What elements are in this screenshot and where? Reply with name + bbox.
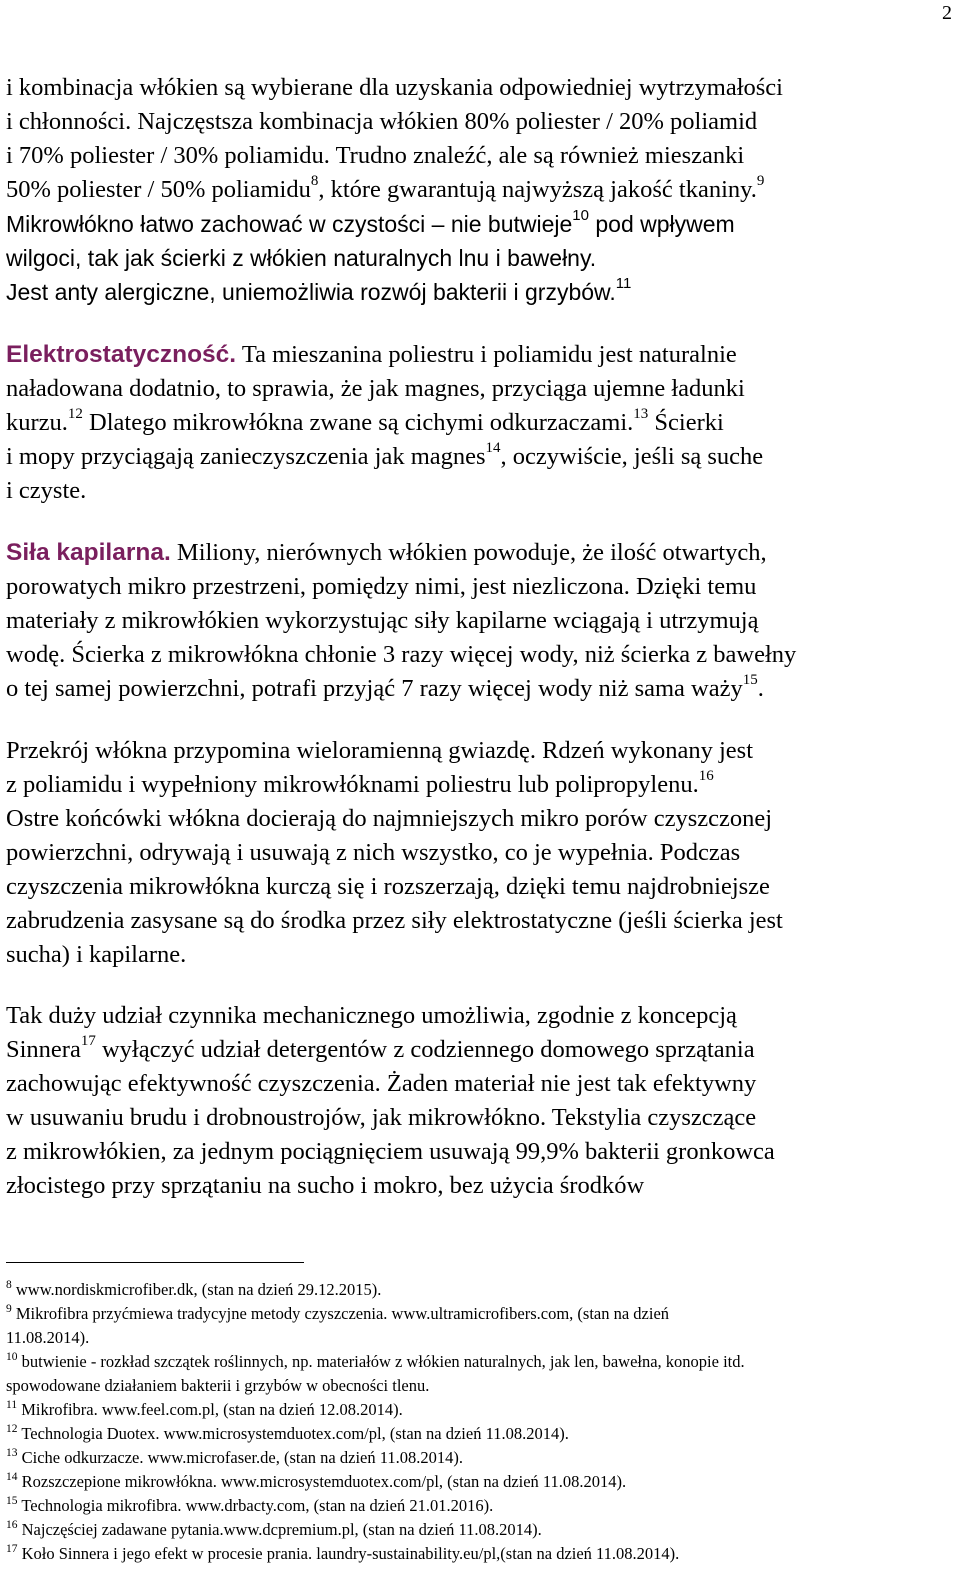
- footnote-number: 16: [6, 1519, 18, 1531]
- paragraph-line: i czyste.: [6, 477, 87, 504]
- footnote-number: 11: [6, 1399, 18, 1411]
- text-segment: Mikrowłókno łatwo zachować w czystości – nie butwieje: [6, 211, 573, 237]
- footnote: [6, 1422, 569, 1448]
- footnote: [6, 1542, 679, 1568]
- paragraph-line: [6, 173, 764, 210]
- footnote-ref[interactable]: 8: [310, 173, 319, 189]
- footnote: [6, 1518, 542, 1544]
- footnote-number: 14: [6, 1471, 18, 1483]
- paragraph-line: Ostre końcówki włókna docierają do najmniejszych mikro porów czyszczonej: [6, 805, 773, 832]
- text-segment: wyłączyć udział detergentów z codziennego domowego sprzątania: [101, 1036, 755, 1063]
- footnote-number: 13: [6, 1447, 18, 1459]
- footnote-text: butwienie - rozkład szczątek roślinnych, np. materiałów z włókien naturalnych, jak len, bawełna, konopie itd.: [21, 1352, 745, 1371]
- paragraph-line: powierzchni, odrywają i usuwają z nich wszystko, co je wypełnia. Podczas: [6, 839, 741, 866]
- footnote-number: 17: [6, 1543, 18, 1555]
- footnote-ref[interactable]: 9: [756, 173, 765, 189]
- footnote-text: Mikrofibra. www.feel.com.pl, (stan na dzień 12.08.2014).: [21, 1400, 403, 1419]
- footnote-ref[interactable]: 12: [67, 406, 83, 422]
- paragraph-line: [6, 207, 735, 245]
- footnote-text: Technologia mikrofibra. www.drbacty.com, (stan na dzień 21.01.2016).: [21, 1496, 494, 1515]
- paragraph-line: i kombinacja włókien są wybierane dla uzyskania odpowiedniej wytrzymałości: [6, 74, 783, 101]
- text-segment: Dlatego mikrowłókna zwane są cichymi odkurzaczami.: [89, 409, 634, 436]
- paragraph-line: [6, 1033, 755, 1070]
- paragraph-line: Tak duży udział czynnika mechanicznego umożliwia, zgodnie z koncepcją: [6, 1002, 737, 1029]
- footnote-ref[interactable]: 15: [742, 672, 758, 688]
- footnote-number: 9: [6, 1303, 12, 1315]
- footnote-ref[interactable]: 17: [80, 1033, 96, 1049]
- text-segment: Ta mieszanina poliestru i poliamidu jest naturalnie: [241, 341, 737, 368]
- footnote-text: Rozszczepione mikrowłókna. www.microsystemduotex.com/pl, (stan na dzień 11.08.2014).: [21, 1472, 627, 1491]
- text-segment: Miliony, nierównych włókien powoduje, że ilość otwartych,: [176, 539, 767, 566]
- footnote-continuation: spowodowane działaniem bakterii i grzybów w obecności tlenu.: [6, 1376, 430, 1395]
- text-segment: Ścierki: [654, 409, 724, 436]
- paragraph-line: porowatych mikro przestrzeni, pomiędzy nimi, jest niezliczona. Dzięki temu: [6, 573, 757, 600]
- paragraph-line: czyszczenia mikrowłókna kurczą się i rozszerzają, dzięki temu najdrobniejsze: [6, 873, 770, 900]
- text-segment: Sinnera: [6, 1036, 81, 1063]
- paragraph-line: [6, 338, 737, 372]
- footnote-ref[interactable]: 16: [698, 768, 714, 784]
- paragraph-line: zachowując efektywność czyszczenia. Żaden materiał nie jest tak efektywny: [6, 1070, 757, 1097]
- text-segment: , oczywiście, jeśli są suche: [500, 443, 764, 470]
- footnote: [6, 1302, 669, 1328]
- footnote: [6, 1350, 745, 1376]
- text-segment: , które gwarantują najwyższą jakość tkaniny.: [318, 176, 757, 203]
- text-segment: pod wpływem: [595, 211, 735, 237]
- footnote-ref[interactable]: 10: [572, 207, 589, 224]
- section-heading: Elektrostatyczność.: [6, 341, 237, 368]
- text-segment: kurzu.: [6, 409, 68, 436]
- footnote: [6, 1278, 381, 1304]
- footnote-text: www.nordiskmicrofiber.dk, (stan na dzień 29.12.2015).: [15, 1280, 382, 1299]
- text-segment: z poliamidu i wypełniony mikrowłóknami poliestru lub polipropylenu.: [6, 771, 699, 798]
- paragraph-line: złocistego przy sprzątaniu na sucho i mokro, bez użycia środków: [6, 1172, 645, 1199]
- text-segment: o tej samej powierzchni, potrafi przyjąć 7 razy więcej wody niż sama waży: [6, 675, 743, 702]
- paragraph-line: o tej samej powierzchni, potrafi przyjąć 7 razy więcej wody niż sama waży$^{15}$.: [6, 672, 764, 702]
- footnote-text: Koło Sinnera i jego efekt w procesie prania. laundry-sustainability.eu/pl,(stan na dzień 11.08.2014).: [21, 1544, 680, 1563]
- text-segment: Jest anty alergiczne, uniemożliwia rozwój bakterii i grzybów.: [6, 279, 616, 305]
- footnote-text: Technologia Duotex. www.microsystemduotex.com/pl, (stan na dzień 11.08.2014).: [21, 1424, 569, 1443]
- section-heading: Siła kapilarna.: [6, 539, 171, 566]
- footnote-number: 15: [6, 1495, 18, 1507]
- footnote-text: Mikrofibra przyćmiewa tradycyjne metody czyszczenia. www.ultramicrofibers.com, (stan na dzień: [15, 1304, 670, 1323]
- paragraph-line: w usuwaniu brudu i drobnoustrojów, jak mikrowłókno. Tekstylia czyszczące: [6, 1104, 757, 1131]
- footnote-text: Najczęściej zadawane pytania.www.dcpremium.pl, (stan na dzień 11.08.2014).: [21, 1520, 542, 1539]
- page-number: 2: [942, 2, 952, 24]
- footnote-number: 8: [6, 1279, 12, 1291]
- footnote-ref[interactable]: 11: [615, 275, 632, 292]
- paragraph-line: materiały z mikrowłókien wykorzystując siły kapilarne wciągają i utrzymują: [6, 607, 759, 634]
- paragraph-line: [6, 406, 724, 443]
- paragraph-line: naładowana dodatnio, to sprawia, że jak magnes, przyciąga ujemne ładunki: [6, 375, 745, 402]
- footnote: [6, 1446, 463, 1472]
- footnote-number: 10: [6, 1351, 18, 1363]
- footnote-text: Ciche odkurzacze. www.microfaser.de, (stan na dzień 11.08.2014).: [21, 1448, 463, 1467]
- paragraph-line: [6, 768, 714, 805]
- footnote-continuation: 11.08.2014).: [6, 1328, 90, 1347]
- paragraph-line: z mikrowłókien, za jednym pociągnięciem usuwają 99,9% bakterii gronkowca: [6, 1138, 775, 1165]
- paragraph-line: sucha) i kapilarne.: [6, 941, 187, 968]
- text-segment: 50% poliester / 50% poliamidu: [6, 176, 311, 203]
- paragraph-line: i 70% poliester / 30% poliamidu. Trudno znaleźć, ale są również mieszanki: [6, 142, 745, 169]
- footnote: [6, 1470, 626, 1496]
- paragraph-line: wodę. Ścierka z mikrowłókna chłonie 3 razy więcej wody, niż ścierka z bawełny: [6, 641, 797, 668]
- paragraph-line: [6, 536, 767, 570]
- paragraph-line: i chłonności. Najczęstsza kombinacja włókien 80% poliester / 20% poliamid: [6, 108, 758, 135]
- footnote: [6, 1398, 403, 1424]
- paragraph-line: zabrudzenia zasysane są do środka przez siły elektrostatyczne (jeśli ścierka jest: [6, 907, 783, 934]
- footnote-number: 12: [6, 1423, 18, 1435]
- paragraph-line: Przekrój włókna przypomina wieloramienną gwiazdę. Rdzeń wykonany jest: [6, 737, 754, 764]
- paragraph-line: [6, 275, 631, 313]
- footnote-separator: [6, 1262, 304, 1263]
- footnote: [6, 1494, 493, 1520]
- text-segment: i mopy przyciągają zanieczyszczenia jak magnes: [6, 443, 486, 470]
- paragraph-line: wilgoci, tak jak ścierki z włókien naturalnych lnu i bawełny.: [6, 245, 597, 271]
- footnote-ref[interactable]: 13: [633, 406, 649, 422]
- footnote-ref[interactable]: 14: [485, 440, 501, 456]
- paragraph-line: [6, 440, 763, 477]
